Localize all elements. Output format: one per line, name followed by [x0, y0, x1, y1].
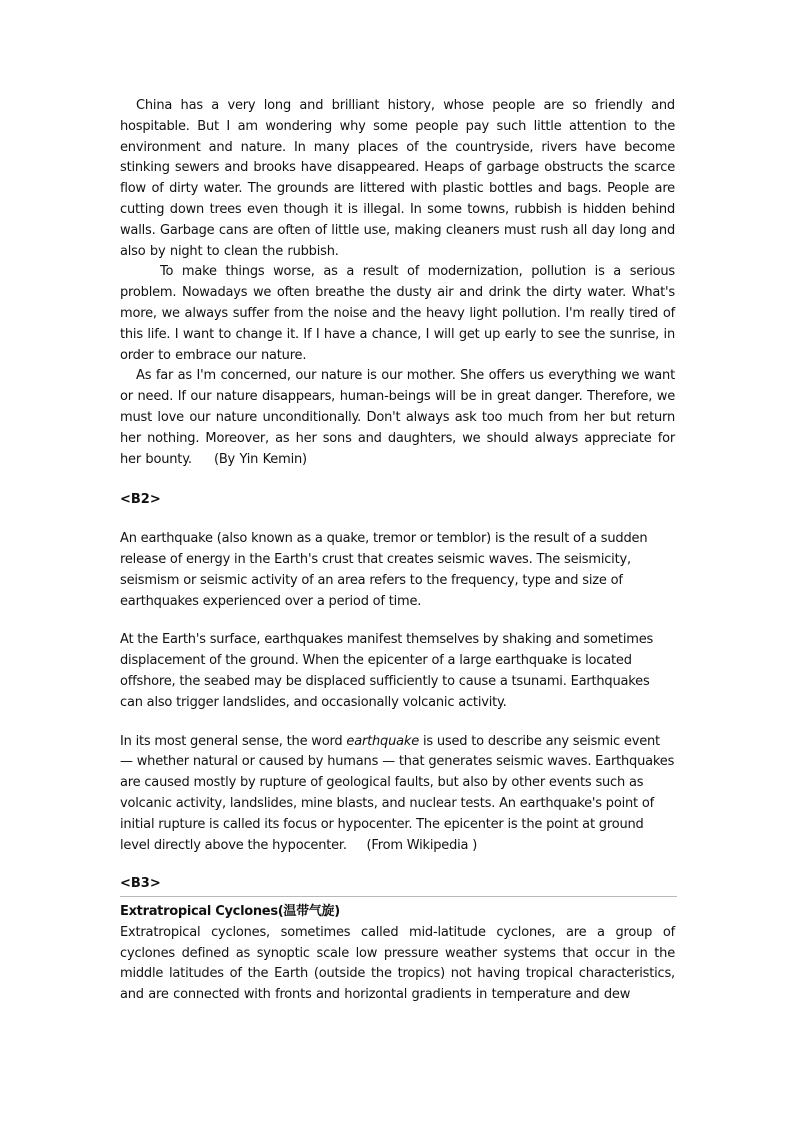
cyclone-paragraph-1 — [120, 923, 675, 1006]
spacer — [120, 612, 675, 630]
earthquake-paragraph-2-text: At the Earth's surface, earthquakes manifest themselves by shaking and sometimes displacement of the ground. When the epicenter of a large earthquake is located offshore, the seabed may be displaced sufficiently to cause a tsunami. Earthquakes can also trigger landslides, and occasionally volcanic activity. — [120, 632, 654, 710]
essay-paragraph-2 — [120, 262, 675, 366]
earthquake-paragraph-2 — [120, 630, 675, 713]
earthquake-source: (From Wikipedia ) — [366, 837, 478, 853]
section-divider — [120, 896, 677, 897]
cyclone-heading: Extratropical Cyclones(温带气旋) — [120, 904, 340, 920]
essay-paragraph-3 — [120, 366, 675, 470]
cyclone-paragraph-1-text: Extratropical cyclones, sometimes called mid-latitude cyclones, are a group of cyclones defined as synoptic scale low pressure weather systems that occur in the middle latitudes of the Earth (outside the tropics) not having tropical characteristics, and are connected with fronts and horizontal gradients in temperature and dew — [120, 924, 675, 1003]
section-label-b2: <B2> — [120, 492, 161, 508]
spacer — [120, 856, 675, 874]
section-label-b3: <B3> — [120, 876, 161, 892]
earthquake-paragraph-3 — [120, 732, 675, 857]
essay-paragraph-1 — [120, 96, 675, 262]
essay-paragraph-1-text: China has a very long and brilliant history, whose people are so friendly and hospitable. But I am wondering why some people pay such little attention to the environment and nature. In many places of the countryside, rivers have become stinking sewers and brooks have disappeared. Heaps of garbage obstructs the scarce flow of dirty water. The grounds are littered with plastic bottles and bags. People are cutting down trees even though it is illegal. In some towns, rubbish is hidden behind walls. Garbage cans are often of little use, making cleaners must rush all day long and also by night to clean the rubbish. — [120, 98, 675, 259]
earthquake-paragraph-1 — [120, 529, 675, 612]
essay-source: (By Yin Kemin) — [213, 451, 307, 467]
spacer — [120, 511, 675, 529]
essay-paragraph-3-text: As far as I'm concerned, our nature is our mother. She offers us everything we want or need. If our nature disappears, human-beings will be in great danger. Therefore, we must love our nature unconditionally. Don't always ask too much from her but return her nothing. Moreover, as her sons and daughters, we should always appreciate for her bounty. — [120, 368, 675, 467]
essay-paragraph-2-text: To make things worse, as a result of modernization, pollution is a serious problem. Nowadays we often breathe the dusty air and drink the dirty water. What's more, we always suffer from the noise and the heavy light pollution. I'm really tired of this life. I want to change it. If I have a chance, I will get up early to see the sunrise, in order to embrace our nature. — [120, 264, 675, 363]
spacer — [120, 470, 675, 490]
spacer — [120, 714, 675, 732]
earthquake-term: earthquake — [346, 733, 420, 749]
earthquake-paragraph-3-before: In its most general sense, the word — [120, 733, 347, 749]
earthquake-paragraph-1-text: An earthquake (also known as a quake, tremor or temblor) is the result of a sudden release of energy in the Earth's crust that creates seismic waves. The seismicity, seismism or seismic activity of an area refers to the frequency, type and size of earthquakes experienced over a period of time. — [120, 531, 648, 609]
document-page — [120, 96, 675, 1006]
earthquake-paragraph-3-after: is used to describe any seismic event — whether natural or caused by humans — that generates seismic waves. Earthquakes are caused mostly by rupture of geological faults, but also by other events such as volcanic activity, landslides, mine blasts, and nuclear tests. An earthquake's point of initial rupture is called its focus or hypocenter. The epicenter is the point at ground level directly above the hypocenter. — [120, 733, 675, 853]
